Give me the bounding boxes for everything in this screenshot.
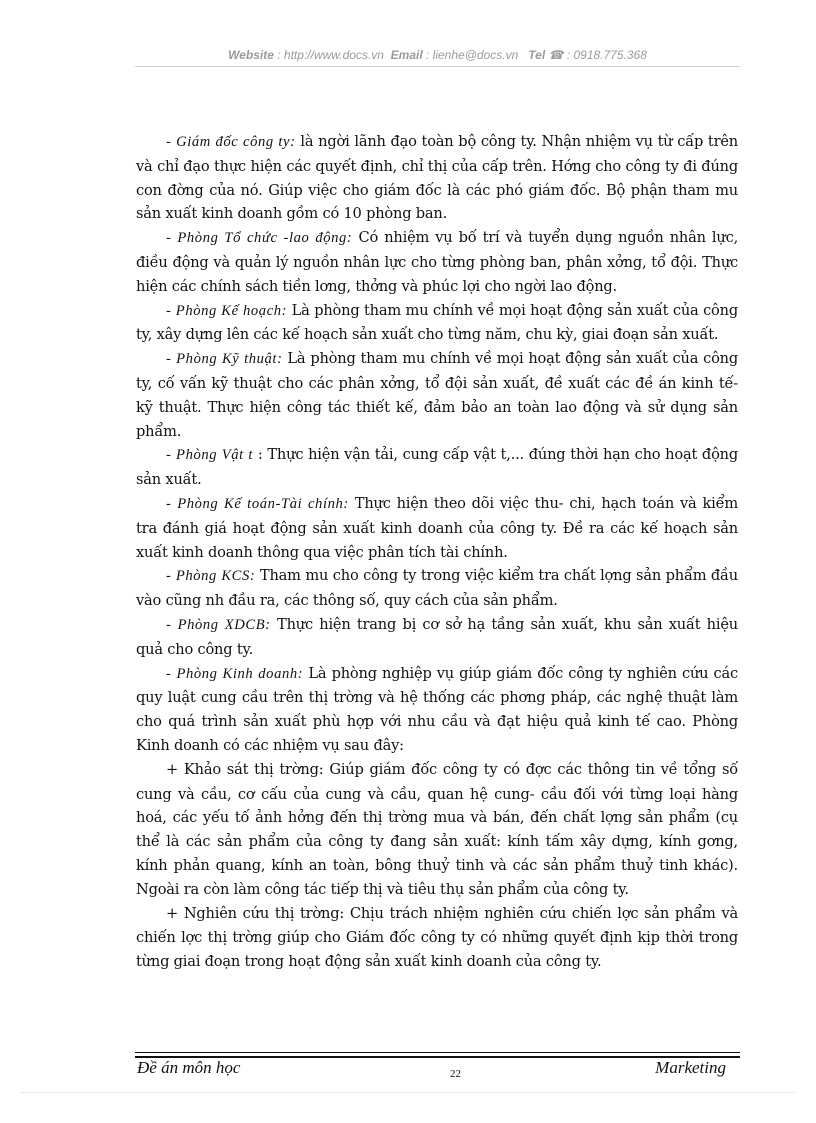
- footer-course-title: Đề án môn học: [137, 1058, 241, 1077]
- paragraph-ke-hoach: [136, 299, 738, 348]
- paragraph-ky-thuat: [136, 347, 738, 443]
- paragraph-giam-doc: [136, 130, 738, 226]
- paragraph-text: Thực hiện theo dõi việc thu- chi, hạch toán và kiểm tra đánh giá hoạt động sản xuất kinh doanh của công ty. Đề ra các kế hoạch sản xuất kinh doanh thông qua việc phân tích tài chính.: [136, 494, 738, 561]
- paragraph-lead: - Phòng Kế toán-Tài chính:: [166, 495, 349, 512]
- tel-sep: ☎ :: [545, 48, 574, 62]
- paragraph-text: Tham mu cho công ty trong việc kiểm tra chất lợng sản phẩm đầu vào cũng nh đầu ra, các thông số, quy cách của sản phẩm.: [136, 567, 738, 610]
- paragraph-kcs: [136, 564, 738, 613]
- tel-label: Tel: [528, 48, 546, 62]
- page-bottom-border: [20, 1092, 796, 1093]
- paragraph-kinh-doanh: [136, 662, 738, 758]
- paragraph-text: : Thực hiện vận tải, cung cấp vật t,... đúng thời hạn cho hoạt động sản xuất.: [136, 446, 738, 489]
- tel-value: 0918.775.368: [573, 48, 647, 62]
- paragraph-text: Là phòng nghiệp vụ giúp giám đốc công ty nghiên cứu các quy luật cung cầu trên thị trờng và hệ thống các phơng pháp, các nghệ thuật làm cho quá trình sản xuất phù hợp với nhu cầu và đạt hiệu quả kinh tế cao. Phòng Kinh doanh có các nhiệm vụ sau đây:: [136, 664, 738, 754]
- footer-rule-thin: [135, 1052, 740, 1053]
- paragraph-lead: - Phòng Kỹ thuật:: [166, 351, 283, 368]
- website-link[interactable]: http://www.docs.vn: [283, 48, 384, 62]
- footer-subject: Marketing: [655, 1058, 726, 1077]
- paragraph-text: Có nhiệm vụ bố trí và tuyển dụng nguồn nhân lực, điều động và quản lý nguồn nhân lực cho từng phòng ban, phân xởng, tổ đội. Thực hiện các chính sách tiền lơng, thởng và phúc lợi cho ngời lao động.: [136, 229, 739, 295]
- paragraph-lead: - Giám đốc công ty:: [166, 134, 296, 150]
- paragraph-vat-tu: [136, 443, 738, 492]
- website-label: Website: [228, 48, 274, 62]
- paragraph-lead: - Phòng XDCB:: [166, 616, 271, 633]
- paragraph-to-chuc: [136, 226, 738, 298]
- paragraph-lead: - Phòng KCS:: [166, 568, 256, 585]
- page-header: [135, 48, 740, 62]
- paragraph-nghien-cuu: [136, 902, 738, 974]
- paragraph-lead: - Phòng Kế hoạch:: [166, 302, 288, 319]
- email-label: Email: [390, 48, 423, 62]
- paragraph-text: là ngời lãnh đạo toàn bộ công ty. Nhận nhiệm vụ từ cấp trên và chỉ đạo thực hiện các quyết định, chỉ thị của cấp trên. Hớng cho công ty đi đúng con đờng của nó. Giúp việc cho giám đốc là các phó giám đốc. Bộ phận tham mu sản xuất kinh doanh gồm có 10 phòng ban.: [136, 133, 738, 223]
- paragraph-text: Là phòng tham mu chính về mọi hoạt động sản xuất của công ty, cố vấn kỹ thuật cho các phân xởng, tổ đội sản xuất, đề xuất các đề án kinh tế- kỹ thuật. Thực hiện công tác thiết kế, đảm bảo an toàn lao động và sử dụng sản phẩm.: [136, 350, 738, 440]
- website-sep: :: [273, 48, 284, 62]
- header-rule: [135, 66, 740, 67]
- page-number: 22: [450, 1068, 461, 1080]
- paragraph-text: Thực hiện trang bị cơ sở hạ tầng sản xuất, khu sản xuất hiệu quả cho công ty.: [136, 615, 738, 658]
- email-link[interactable]: lienhe@docs.vn: [432, 48, 519, 62]
- paragraph-khao-sat: [136, 758, 738, 902]
- paragraph-text: + Khảo sát thị trờng: Giúp giám đốc công ty có đợc các thông tin về tổng số cung và cầu, cơ cấu của cung và cầu, quan hệ cung- cầu đối với từng loại hàng hoá, các yếu tố ảnh hởng đến thị trờng mua và bán, đến chất lợng sản phẩm (cụ thể là các sản phẩm của công ty đang sản xuất: kính tấm xây dựng, kính gơng, kính phản quang, kính an toàn, bông thuỷ tinh và các sản phẩm thuỷ tinh khác). Ngoài ra còn làm công tác tiếp thị và tiêu thụ sản phẩm của công ty.: [136, 760, 738, 898]
- paragraph-text: Là phòng tham mu chính về mọi hoạt động sản xuất của công ty, xây dựng lên các kế hoạch sản xuất cho từng năm, chu kỳ, giai đoạn sản xuất.: [136, 301, 738, 344]
- document-body: [136, 130, 738, 974]
- paragraph-xdcb: [136, 613, 738, 662]
- email-sep: :: [422, 48, 433, 62]
- paragraph-lead: - Phòng Vật t: [166, 447, 254, 464]
- paragraph-ke-toan: [136, 492, 738, 564]
- paragraph-text: + Nghiên cứu thị trờng: Chịu trách nhiệm nghiên cứu chiến lợc sản phẩm và chiến lợc thị trờng giúp cho Giám đốc công ty có những quyết định kịp thời trong từng giai đoạn trong hoạt động sản xuất kinh doanh của công ty.: [136, 904, 738, 971]
- paragraph-lead: - Phòng Tổ chức -lao động:: [166, 230, 353, 247]
- paragraph-lead: - Phòng Kinh doanh:: [166, 665, 304, 682]
